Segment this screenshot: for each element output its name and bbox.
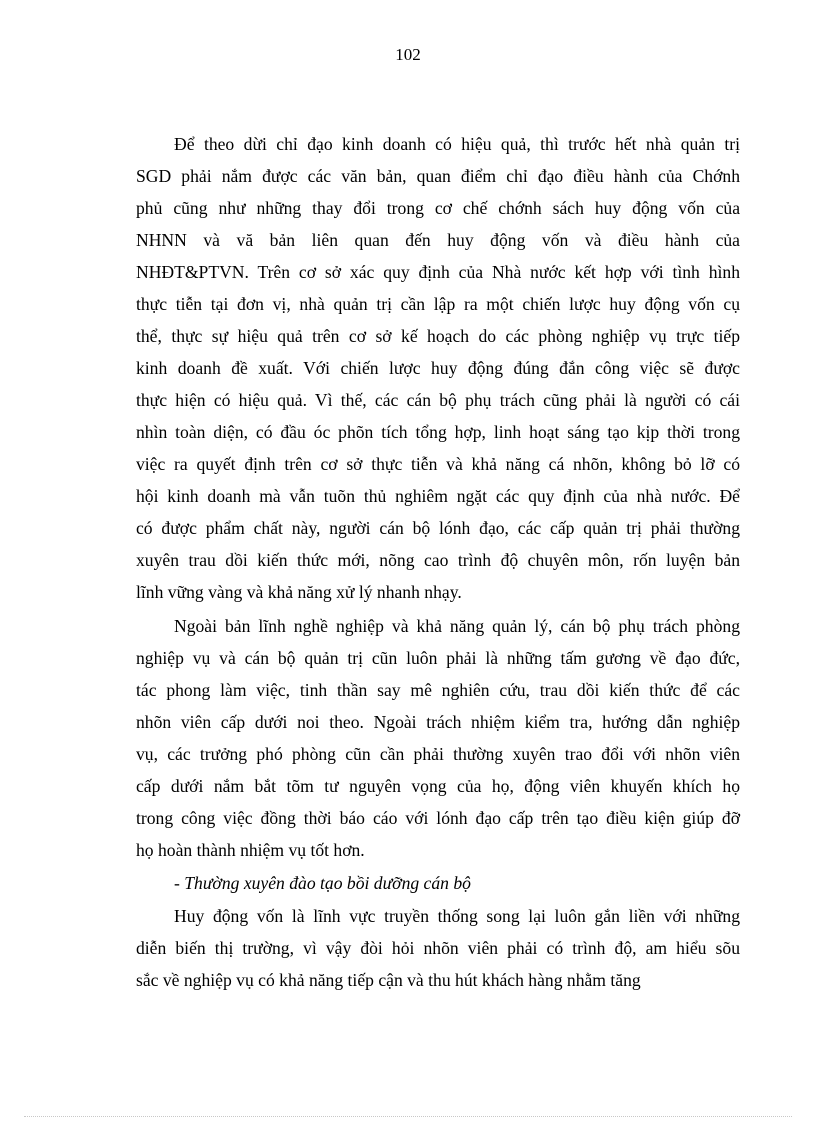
text-line: NHĐT&PTVN. Trên cơ sở xác quy định của Nhà nước kết hợp với tình hình [136, 262, 740, 282]
footer-divider [24, 1116, 792, 1117]
text-line: tác phong làm việc, tinh thần say mê nghiên cứu, trau dồi kiến thức để các [136, 680, 740, 700]
text-line: nhìn toàn diện, có đầu óc phõn tích tổng hợp, linh hoạt sáng tạo kịp thời trong [136, 422, 740, 442]
text-line: trong công việc đồng thời báo cáo với lónh đạo cấp trên tạo điều kiện giúp đỡ [136, 808, 740, 828]
text-line: sắc về nghiệp vụ có khả năng tiếp cận và thu hút khách hàng nhằm tăng [136, 970, 641, 990]
text-line: thực tiễn tại đơn vị, nhà quản trị cần lập ra một chiến lược huy động vốn cụ [136, 294, 740, 314]
text-line: nhõn viên cấp dưới noi theo. Ngoài trách nhiệm kiểm tra, hướng dẫn nghiệp [136, 712, 740, 732]
text-line: hội kinh doanh mà vẫn tuõn thủ nghiêm ngặt các quy định của nhà nước. Để [136, 486, 740, 506]
text-line: thực hiện có hiệu quả. Vì thế, các cán bộ phụ trách cũng phải là người có cái [136, 390, 740, 410]
text-line: phủ cũng như những thay đổi trong cơ chế chớnh sách huy động vốn của [136, 198, 740, 218]
text-line: việc ra quyết định trên cơ sở thực tiễn và khả năng cá nhõn, không bỏ lỡ có [136, 454, 740, 474]
text-line: Huy động vốn là lĩnh vực truyền thống song lại luôn gắn liền với những [174, 906, 740, 926]
text-line: vụ, các trưởng phó phòng cũn cần phải thường xuyên trao đổi với nhõn viên [136, 744, 740, 764]
text-line: Để theo dừi chỉ đạo kinh doanh có hiệu quả, thì trước hết nhà quản trị [174, 134, 740, 154]
text-line: Ngoài bản lĩnh nghề nghiệp và khả năng quản lý, cán bộ phụ trách phòng [174, 616, 740, 636]
text-line: xuyên trau dồi kiến thức mới, nõng cao trình độ chuyên môn, rốn luyện bản [136, 550, 740, 570]
text-line: có được phẩm chất này, người cán bộ lónh đạo, các cấp quản trị phải thường [136, 518, 740, 538]
text-line: kinh doanh đề xuất. Với chiến lược huy động đúng đắn công việc sẽ được [136, 358, 740, 378]
text-line: nghiệp vụ và cán bộ quản trị cũn luôn phải là những tấm gương về đạo đức, [136, 648, 740, 668]
page-number: 102 [395, 45, 421, 64]
text-line: thể, thực sự hiệu quả trên cơ sở kế hoạch do các phòng nghiệp vụ trực tiếp [136, 326, 740, 346]
text-line: cấp dưới nắm bắt tõm tư nguyên vọng của họ, động viên khuyến khích họ [136, 776, 740, 796]
text-line: họ hoàn thành nhiệm vụ tốt hơn. [136, 840, 365, 860]
text-line: NHNN và vă bản liên quan đến huy động vốn và điều hành của [136, 230, 740, 250]
text-line: lĩnh vững vàng và khả năng xử lý nhanh nhạy. [136, 582, 462, 602]
text-line: SGD phải nắm được các văn bản, quan điểm chỉ đạo điều hành của Chớnh [136, 166, 740, 186]
section-heading: - Thường xuyên đào tạo bồi dưỡng cán bộ [174, 873, 471, 893]
text-line: diễn biến thị trường, vì vậy đòi hỏi nhõn viên phải có trình độ, am hiểu sõu [136, 938, 740, 958]
